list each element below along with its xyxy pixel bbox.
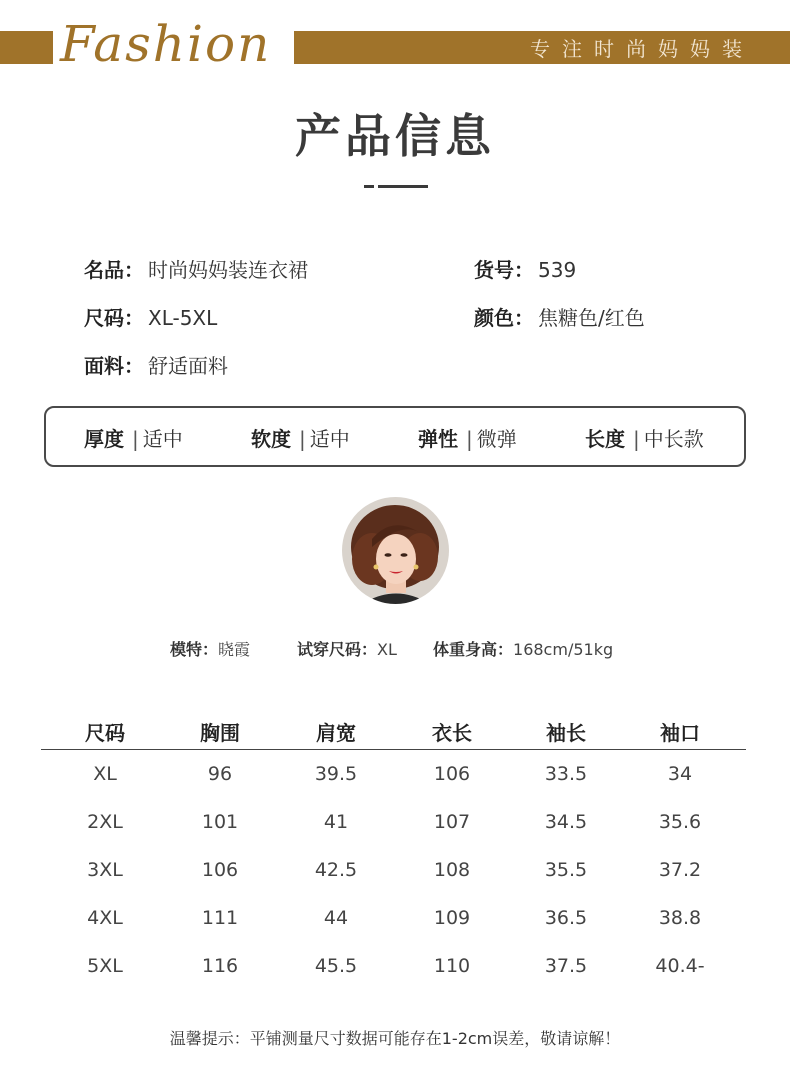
property-label: 软度 (251, 427, 291, 451)
model-size-label: 试穿尺码： (297, 640, 378, 659)
table-cell: 110 (433, 955, 471, 977)
property-value: 微弹 (476, 427, 517, 451)
table-cell: 111 (201, 907, 239, 929)
table-header-size: 尺码 (85, 721, 125, 745)
table-cell: 37.2 (658, 859, 702, 881)
product-color-label: 颜色： (474, 306, 534, 330)
table-cell: 35.5 (544, 859, 588, 881)
model-body-label: 体重身高： (433, 640, 514, 659)
property-length: 长度 | 中长款 (585, 427, 704, 451)
table-header-cuff: 袖口 (660, 721, 700, 745)
product-size-row (84, 302, 217, 331)
table-header-length: 衣长 (432, 721, 472, 745)
property-softness: 软度 | 适中 (251, 427, 350, 451)
property-label: 厚度 (84, 427, 124, 451)
table-cell: 34.5 (544, 811, 588, 833)
table-cell: 39.5 (314, 763, 358, 785)
model-avatar (342, 497, 449, 604)
table-cell: 106 (201, 859, 239, 881)
product-fabric-value: 舒适面料 (148, 354, 228, 378)
product-color-value: 焦糖色/红色 (538, 306, 645, 330)
header-band-right (294, 31, 790, 64)
table-cell: 106 (433, 763, 471, 785)
model-size (297, 637, 397, 660)
page-title: 产品信息 (295, 109, 495, 163)
model-portrait-icon (342, 497, 449, 604)
property-label: 长度 (585, 427, 625, 451)
property-thickness: 厚度 | 适中 (84, 427, 183, 451)
table-cell: 3XL (87, 859, 123, 881)
model-size-value: XL (377, 640, 397, 659)
brand-logo: Fashion (60, 15, 272, 73)
table-cell: 44 (323, 907, 349, 929)
table-cell: 36.5 (544, 907, 588, 929)
table-cell: 35.6 (658, 811, 702, 833)
table-cell: 101 (201, 811, 239, 833)
product-fabric-label: 面料： (84, 354, 144, 378)
table-header-sleeve: 袖长 (546, 721, 586, 745)
table-cell: 5XL (87, 955, 123, 977)
table-cell: 109 (433, 907, 471, 929)
product-sku-row (474, 254, 576, 283)
table-header-chest: 胸围 (200, 721, 240, 745)
table-cell: 40.4- (655, 955, 705, 977)
measurement-note: 温馨提示：平铺测量尺寸数据可能存在1-2cm误差，敬请谅解！ (169, 1029, 621, 1048)
table-header-shoulder: 肩宽 (316, 721, 356, 745)
property-value: 适中 (142, 427, 183, 451)
product-size-value: XL-5XL (148, 306, 218, 330)
model-name (170, 637, 250, 660)
property-elasticity: 弹性 | 微弹 (418, 427, 517, 451)
table-cell: 108 (433, 859, 471, 881)
property-value: 中长款 (643, 427, 704, 451)
model-body (433, 637, 613, 660)
model-name-label: 模特： (170, 640, 219, 659)
header-band-left (0, 31, 53, 64)
product-name-label: 名品： (84, 258, 144, 282)
product-sku-label: 货号： (474, 258, 534, 282)
model-name-value: 晓霞 (218, 640, 251, 659)
table-cell: 4XL (87, 907, 123, 929)
table-cell: 107 (433, 811, 471, 833)
table-cell: 42.5 (314, 859, 358, 881)
product-name-row (84, 254, 308, 283)
table-cell: 45.5 (314, 955, 358, 977)
product-sku-value: 539 (538, 258, 577, 282)
model-body-value: 168cm/51kg (513, 640, 614, 659)
table-cell: 33.5 (544, 763, 588, 785)
table-cell: 38.8 (658, 907, 702, 929)
product-size-label: 尺码： (84, 306, 144, 330)
table-cell: 116 (201, 955, 239, 977)
product-fabric-row (84, 350, 228, 379)
product-color-row (474, 302, 645, 331)
table-cell: 34 (667, 763, 693, 785)
table-cell: 96 (207, 763, 233, 785)
title-divider-icon (364, 185, 428, 188)
table-header-divider (41, 749, 746, 750)
header-slogan: 专注时尚妈妈装 (530, 37, 754, 61)
property-value: 适中 (309, 427, 350, 451)
table-cell: 37.5 (544, 955, 588, 977)
table-cell: 2XL (87, 811, 123, 833)
property-label: 弹性 (418, 427, 458, 451)
table-cell: 41 (323, 811, 349, 833)
table-cell: XL (93, 763, 117, 785)
product-name-value: 时尚妈妈装连衣裙 (148, 258, 308, 282)
